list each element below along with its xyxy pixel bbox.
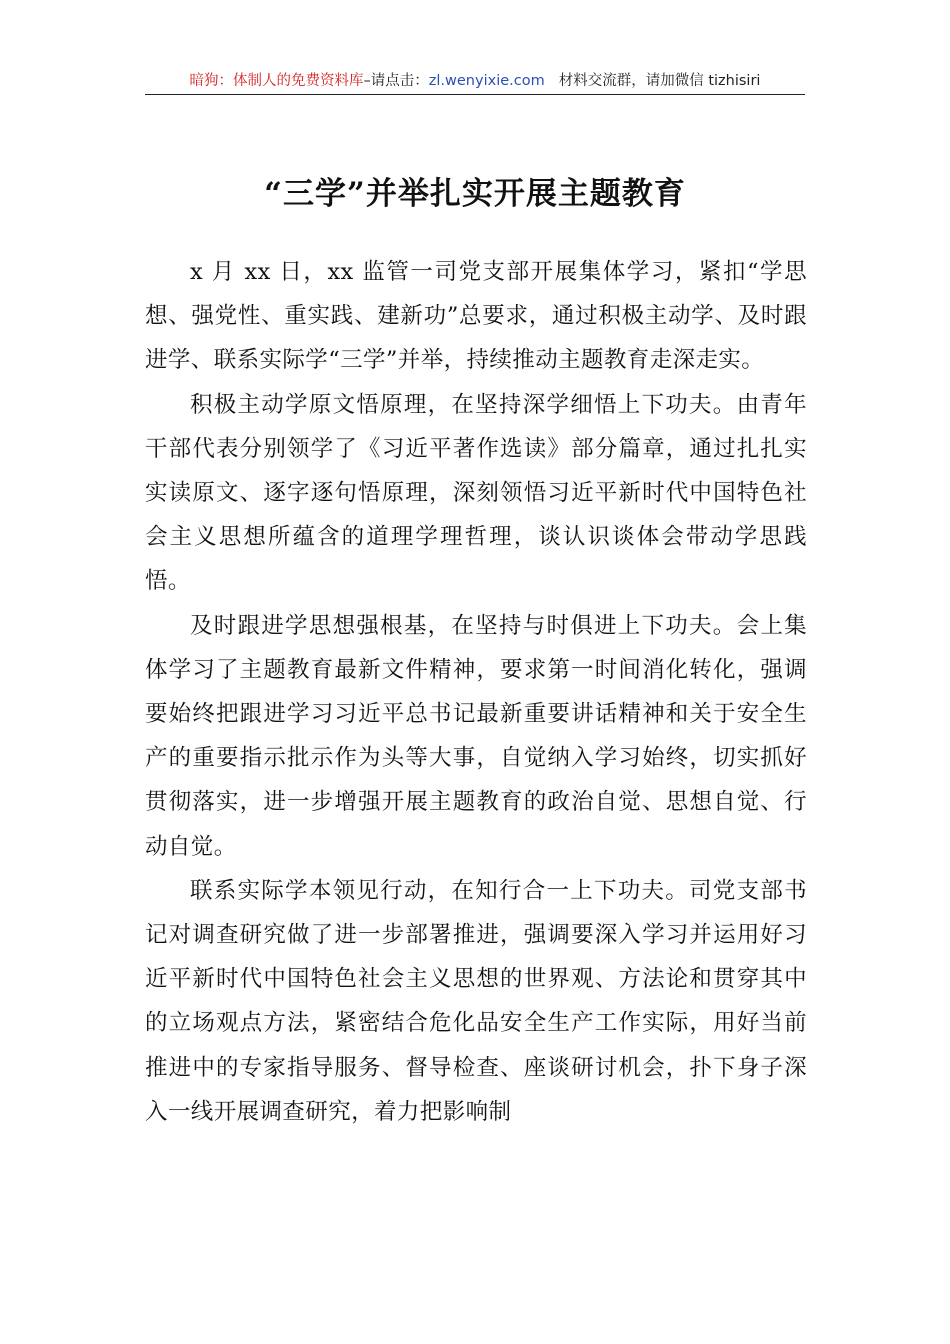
- paragraph-4: 联系实际学本领见行动，在知行合一上下功夫。司党支部书记对调查研究做了进一步部署推进，强调要深入学习并运用好习近平新时代中国特色社会主义思想的世界观、方法论和贯穿其中的立场观点方法，紧密结合危化品安全生产工作实际，用好当前推进中的专家指导服务、督导检查、座谈研讨机会，扑下身子深入一线开展调查研究，着力把影响制: [145, 877, 807, 1125]
- header-group: 材料交流群，请加微信 tizhisiri: [558, 73, 761, 89]
- document-title: “三学”并举扎实开展主题教育: [264, 176, 686, 212]
- header-prompt: –请点击：: [363, 73, 429, 89]
- header-url-link[interactable]: zl.wenyixie.com: [428, 73, 545, 89]
- paragraph-2: 积极主动学原文悟原理，在坚持深学细悟上下功夫。由青年干部代表分别领学了《习近平著作选读》部分篇章，通过扎扎实实读原文、逐字逐句悟原理，深刻领悟习近平新时代中国特色社会主义思想所蕴含的道理学理哲理，谈认识谈体会带动学思践悟。: [145, 391, 807, 595]
- paragraph-3: 及时跟进学思想强根基，在坚持与时俱进上下功夫。会上集体学习了主题教育最新文件精神，要求第一时间消化转化，强调要始终把跟进学习习近平总书记最新重要讲话精神和关于安全生产的重要指示批示作为头等大事，自觉纳入学习始终，切实抓好贯彻落实，进一步增强开展主题教育的政治自觉、思想自觉、行动自觉。: [145, 612, 807, 860]
- document-body: [145, 250, 807, 1134]
- header-source: 暗狗：体制人的免费资料库: [189, 73, 364, 89]
- paragraph-1: x 月 xx 日，xx 监管一司党支部开展集体学习，紧扣“学思想、强党性、重实践、建新功”总要求，通过积极主动学、及时跟进学、联系实际学“三学”并举，持续推动主题教育走深走实。: [145, 259, 807, 374]
- page-header: [145, 70, 805, 95]
